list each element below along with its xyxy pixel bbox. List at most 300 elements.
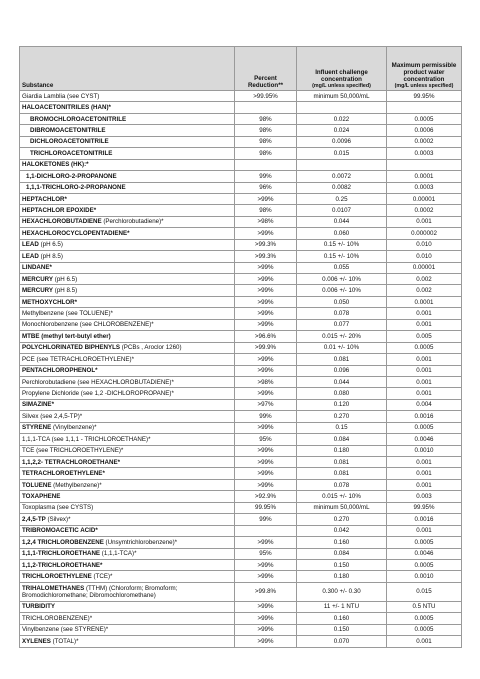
max-concentration-cell: 0.0010 bbox=[387, 445, 462, 456]
substance-name-bold: METHOXYCHLOR* bbox=[22, 298, 78, 306]
percent-reduction-cell: >99% bbox=[235, 613, 297, 624]
max-concentration-cell: 0.0006 bbox=[387, 125, 462, 136]
influent-concentration-cell: 0.096 bbox=[297, 365, 387, 376]
substance-name-detail: (1,1,1-TCA)* bbox=[100, 550, 137, 558]
substance-cell bbox=[20, 411, 235, 422]
substance-cell bbox=[20, 182, 235, 193]
substance-name-bold: 1,2,4 TRICHLOROBENZENE bbox=[22, 538, 104, 546]
substance-name-bold: MTBE (methyl tert-butyl ether) bbox=[22, 332, 111, 340]
influent-concentration-cell bbox=[297, 102, 387, 113]
table-row bbox=[20, 422, 462, 433]
substance-name-bold: HALOKETONES (HK):* bbox=[22, 161, 89, 169]
percent-reduction-cell: 99% bbox=[235, 514, 297, 525]
substance-cell bbox=[20, 274, 235, 285]
table-row bbox=[20, 193, 462, 204]
percent-reduction-cell bbox=[235, 102, 297, 113]
substance-name-detail: (Unsymtrichlorobenzene)* bbox=[103, 538, 178, 546]
percent-reduction-cell: >99% bbox=[235, 274, 297, 285]
table-row bbox=[20, 411, 462, 422]
percent-reduction-cell: >99% bbox=[235, 559, 297, 570]
influent-concentration-cell: 0.055 bbox=[297, 262, 387, 273]
influent-concentration-cell: 0.006 +/- 10% bbox=[297, 274, 387, 285]
percent-reduction-cell bbox=[235, 159, 297, 170]
influent-concentration-cell: 0.006 +/- 10% bbox=[297, 285, 387, 296]
substance-name-detail: Propylene Dichloride (see 1,2 -DICHLOROPROPANE)* bbox=[22, 390, 174, 398]
table-row bbox=[20, 308, 462, 319]
substance-cell bbox=[20, 582, 235, 601]
max-concentration-cell: 0.0003 bbox=[387, 148, 462, 159]
percent-reduction-cell: >99% bbox=[235, 262, 297, 273]
substance-name-bold: LEAD bbox=[22, 241, 39, 249]
substance-name-detail: Perchlorobutadiene (see HEXACHLOROBUTADIENE)* bbox=[22, 378, 174, 386]
max-concentration-cell: 0.0001 bbox=[387, 171, 462, 182]
max-concentration-cell: 0.001 bbox=[387, 525, 462, 536]
influent-concentration-cell: 0.015 +/- 10% bbox=[297, 491, 387, 502]
substance-cell bbox=[20, 354, 235, 365]
substance-cell bbox=[20, 136, 235, 147]
percent-reduction-cell: 95% bbox=[235, 548, 297, 559]
influent-concentration-cell: 0.180 bbox=[297, 445, 387, 456]
substance-cell bbox=[20, 502, 235, 513]
percent-reduction-cell: >99% bbox=[235, 422, 297, 433]
substance-cell bbox=[20, 159, 235, 170]
percent-reduction-cell: >92.9% bbox=[235, 491, 297, 502]
table-row bbox=[20, 491, 462, 502]
substance-name-detail: Silvex (see 2,4,5-TP)* bbox=[22, 412, 83, 420]
substance-cell bbox=[20, 102, 235, 113]
percent-reduction-cell: >99% bbox=[235, 285, 297, 296]
substance-name-detail: (Perchlorobutadiene)* bbox=[101, 218, 164, 226]
percent-reduction-cell: >99.3% bbox=[235, 251, 297, 262]
table-row bbox=[20, 159, 462, 170]
table-row bbox=[20, 342, 462, 353]
max-concentration-cell: 0.010 bbox=[387, 251, 462, 262]
influent-concentration-cell: 0.270 bbox=[297, 514, 387, 525]
substance-name-detail: (pH 8.5) bbox=[38, 252, 63, 260]
substance-name-detail: (Silvex)* bbox=[45, 515, 71, 523]
substance-name-bold: HEXACHLOROCYCLOPENTADIENE* bbox=[22, 229, 130, 237]
substance-cell bbox=[20, 434, 235, 445]
table-row bbox=[20, 399, 462, 410]
max-concentration-cell: 0.0005 bbox=[387, 537, 462, 548]
influent-concentration-cell: 0.180 bbox=[297, 571, 387, 582]
table-row bbox=[20, 102, 462, 113]
substance-name-bold: 1,1-DICHLORO-2-PROPANONE bbox=[26, 172, 117, 180]
percent-reduction-cell: >99% bbox=[235, 445, 297, 456]
table-row bbox=[20, 239, 462, 250]
percent-reduction-cell: 95% bbox=[235, 434, 297, 445]
influent-concentration-cell: minimum 50,000/mL bbox=[297, 91, 387, 102]
substance-cell bbox=[20, 331, 235, 342]
table-row bbox=[20, 319, 462, 330]
contaminant-reduction-document bbox=[19, 46, 461, 648]
substance-name-detail: Methylbenzene (see TOLUENE)* bbox=[22, 309, 113, 317]
substance-cell bbox=[20, 319, 235, 330]
influent-concentration-cell: minimum 50,000/mL bbox=[297, 502, 387, 513]
substance-cell bbox=[20, 171, 235, 182]
max-concentration-cell: 0.001 bbox=[387, 468, 462, 479]
substance-cell bbox=[20, 571, 235, 582]
table-row bbox=[20, 388, 462, 399]
max-concentration-cell: 0.00001 bbox=[387, 193, 462, 204]
table-row bbox=[20, 502, 462, 513]
table-row bbox=[20, 525, 462, 536]
percent-reduction-cell: >99% bbox=[235, 636, 297, 647]
substance-cell bbox=[20, 388, 235, 399]
substance-cell bbox=[20, 365, 235, 376]
table-row bbox=[20, 216, 462, 227]
substance-cell bbox=[20, 559, 235, 570]
percent-reduction-cell: 98% bbox=[235, 136, 297, 147]
substance-name-detail: Giardia Lamblia (see CYST) bbox=[22, 92, 100, 100]
max-concentration-cell: 0.0005 bbox=[387, 342, 462, 353]
substance-name-bold: TURBIDITY bbox=[22, 603, 55, 611]
percent-reduction-cell: >99.95% bbox=[235, 91, 297, 102]
table-row bbox=[20, 479, 462, 490]
substance-name-detail: TRICHLOROBENZENE)* bbox=[22, 614, 93, 622]
percent-reduction-cell: 99.95% bbox=[235, 502, 297, 513]
table-row bbox=[20, 434, 462, 445]
max-concentration-cell: 0.001 bbox=[387, 365, 462, 376]
table-row bbox=[20, 537, 462, 548]
substance-cell bbox=[20, 636, 235, 647]
substance-name-detail: Monochlorobenzene (see CHLOROBENZENE)* bbox=[22, 321, 154, 329]
max-concentration-cell: 0.004 bbox=[387, 399, 462, 410]
percent-reduction-cell: >99% bbox=[235, 296, 297, 307]
percent-reduction-cell: >96.6% bbox=[235, 331, 297, 342]
influent-concentration-cell: 0.0107 bbox=[297, 205, 387, 216]
max-concentration-cell: 0.002 bbox=[387, 285, 462, 296]
percent-reduction-cell: 98% bbox=[235, 113, 297, 124]
table-header bbox=[20, 47, 462, 91]
max-concentration-cell: 0.0046 bbox=[387, 548, 462, 559]
percent-reduction-cell: >98% bbox=[235, 216, 297, 227]
substance-name-bold: HEPTACHLOR* bbox=[22, 195, 67, 203]
substance-name-bold: HEPTACHLOR EPOXIDE* bbox=[22, 207, 97, 215]
influent-concentration-cell: 0.080 bbox=[297, 388, 387, 399]
influent-concentration-cell: 0.078 bbox=[297, 308, 387, 319]
table-row bbox=[20, 113, 462, 124]
percent-reduction-cell: 98% bbox=[235, 125, 297, 136]
max-concentration-cell: 0.001 bbox=[387, 457, 462, 468]
table-row bbox=[20, 559, 462, 570]
max-concentration-cell: 0.5 NTU bbox=[387, 601, 462, 612]
influent-concentration-cell: 0.160 bbox=[297, 537, 387, 548]
substance-cell bbox=[20, 537, 235, 548]
max-concentration-cell: 0.0010 bbox=[387, 571, 462, 582]
substance-name-bold: TRIHALOMETHANES bbox=[22, 584, 85, 592]
table-row bbox=[20, 468, 462, 479]
influent-concentration-cell: 0.270 bbox=[297, 411, 387, 422]
substance-name-detail: Vinylbenzene (see STYRENE)* bbox=[22, 626, 109, 634]
max-concentration-cell: 0.0001 bbox=[387, 296, 462, 307]
max-concentration-cell: 0.001 bbox=[387, 388, 462, 399]
influent-concentration-cell: 0.15 bbox=[297, 422, 387, 433]
table-row bbox=[20, 171, 462, 182]
influent-concentration-cell: 0.050 bbox=[297, 296, 387, 307]
percent-reduction-cell: >97% bbox=[235, 399, 297, 410]
max-concentration-cell: 0.0005 bbox=[387, 113, 462, 124]
influent-concentration-cell: 0.022 bbox=[297, 113, 387, 124]
substance-name-bold: TOLUENE bbox=[22, 481, 52, 489]
percent-reduction-cell bbox=[235, 525, 297, 536]
table-row bbox=[20, 262, 462, 273]
substance-name-bold: 2,4,5-TP bbox=[22, 515, 46, 523]
percent-reduction-cell: >99% bbox=[235, 601, 297, 612]
percent-reduction-cell: >99% bbox=[235, 624, 297, 635]
max-concentration-cell bbox=[387, 159, 462, 170]
substance-name-bold: DIBROMOACETONITRILE bbox=[30, 126, 106, 134]
substance-name-bold: HEXACHLOROBUTADIENE bbox=[22, 218, 102, 226]
max-concentration-cell: 0.0003 bbox=[387, 182, 462, 193]
substance-cell bbox=[20, 262, 235, 273]
substance-name-detail: (Vinylbenzene)* bbox=[51, 424, 97, 432]
table-row bbox=[20, 91, 462, 102]
substance-name-bold: LINDANE* bbox=[22, 264, 52, 272]
percent-reduction-cell: >99% bbox=[235, 479, 297, 490]
influent-concentration-cell: 0.150 bbox=[297, 624, 387, 635]
percent-reduction-cell: >99% bbox=[235, 571, 297, 582]
substance-name-bold: 1,1,2-TRICHLOROETHANE* bbox=[22, 561, 103, 569]
max-concentration-cell: 0.001 bbox=[387, 479, 462, 490]
influent-concentration-cell: 0.25 bbox=[297, 193, 387, 204]
influent-concentration-cell: 0.0082 bbox=[297, 182, 387, 193]
percent-reduction-cell: >99% bbox=[235, 537, 297, 548]
max-concentration-cell: 0.001 bbox=[387, 354, 462, 365]
substance-cell bbox=[20, 457, 235, 468]
substance-cell bbox=[20, 91, 235, 102]
substance-name-bold: STYRENE bbox=[22, 424, 52, 432]
substance-cell bbox=[20, 239, 235, 250]
influent-concentration-cell: 0.081 bbox=[297, 468, 387, 479]
substance-cell bbox=[20, 342, 235, 353]
max-concentration-cell: 0.0016 bbox=[387, 514, 462, 525]
max-concentration-cell: 0.0002 bbox=[387, 205, 462, 216]
substance-cell bbox=[20, 216, 235, 227]
substance-name-bold: POLYCHLORINATED BIPHENYLS bbox=[22, 344, 120, 352]
substance-cell bbox=[20, 624, 235, 635]
influent-concentration-cell: 0.044 bbox=[297, 216, 387, 227]
max-concentration-cell: 0.005 bbox=[387, 331, 462, 342]
substance-cell bbox=[20, 422, 235, 433]
substance-name-bold: MERCURY bbox=[22, 275, 54, 283]
substance-name-bold: TETRACHLOROETHYLENE* bbox=[22, 470, 105, 478]
substance-name-bold: MERCURY bbox=[22, 287, 54, 295]
influent-concentration-cell: 0.0096 bbox=[297, 136, 387, 147]
substance-cell bbox=[20, 613, 235, 624]
influent-concentration-cell: 0.150 bbox=[297, 559, 387, 570]
substance-cell bbox=[20, 468, 235, 479]
max-concentration-cell: 0.010 bbox=[387, 239, 462, 250]
substance-cell bbox=[20, 285, 235, 296]
influent-concentration-cell: 0.044 bbox=[297, 376, 387, 387]
substance-cell bbox=[20, 148, 235, 159]
substance-cell bbox=[20, 376, 235, 387]
substance-cell bbox=[20, 601, 235, 612]
max-concentration-cell: 0.0002 bbox=[387, 136, 462, 147]
percent-reduction-cell: >99% bbox=[235, 468, 297, 479]
table-row bbox=[20, 601, 462, 612]
max-concentration-cell: 0.0005 bbox=[387, 422, 462, 433]
table-row bbox=[20, 354, 462, 365]
substance-cell bbox=[20, 113, 235, 124]
substance-name-detail: TCE (see TRICHLOROETHYLENE)* bbox=[22, 447, 124, 455]
substance-name-bold: SIMAZINE* bbox=[22, 401, 54, 409]
table-row bbox=[20, 514, 462, 525]
max-concentration-cell: 0.003 bbox=[387, 491, 462, 502]
table-row bbox=[20, 636, 462, 647]
table-row bbox=[20, 285, 462, 296]
max-concentration-cell: 0.0016 bbox=[387, 411, 462, 422]
percent-reduction-column-header: Percent Reduction** bbox=[235, 47, 297, 91]
percent-reduction-cell: 99% bbox=[235, 411, 297, 422]
percent-reduction-cell: >99% bbox=[235, 193, 297, 204]
percent-reduction-cell: >99.9% bbox=[235, 342, 297, 353]
influent-concentration-cell: 0.024 bbox=[297, 125, 387, 136]
substance-cell bbox=[20, 308, 235, 319]
substance-name-detail: (Methylbenzene)* bbox=[51, 481, 102, 489]
max-concentration-cell: 0.0005 bbox=[387, 613, 462, 624]
max-concentration-cell: 0.0005 bbox=[387, 624, 462, 635]
substance-name-bold: 1,1,1-TRICHLOROETHANE bbox=[22, 550, 101, 558]
influent-concentration-cell: 0.300 +/- 0.30 bbox=[297, 582, 387, 601]
table-row bbox=[20, 136, 462, 147]
max-concentration-cell: 0.0005 bbox=[387, 559, 462, 570]
substance-cell bbox=[20, 228, 235, 239]
table-row bbox=[20, 125, 462, 136]
max-permissible-concentration-column-header: Maximum permissible product water concentration (mg/L unless specified) bbox=[387, 47, 462, 91]
influent-concentration-cell: 0.078 bbox=[297, 479, 387, 490]
influent-concentration-cell bbox=[297, 159, 387, 170]
max-concentration-cell: 0.001 bbox=[387, 636, 462, 647]
influent-concentration-cell: 0.015 +/- 20% bbox=[297, 331, 387, 342]
influent-concentration-cell: 0.077 bbox=[297, 319, 387, 330]
substance-name-bold: XYLENES bbox=[22, 637, 51, 645]
substance-name-detail: (pH 8.5) bbox=[53, 287, 78, 295]
table-row bbox=[20, 228, 462, 239]
influent-concentration-cell: 0.084 bbox=[297, 548, 387, 559]
substance-name-detail: Toxoplasma (see CYSTS) bbox=[22, 504, 94, 512]
table-row bbox=[20, 182, 462, 193]
table-row bbox=[20, 376, 462, 387]
influent-concentration-cell: 0.070 bbox=[297, 636, 387, 647]
percent-reduction-cell: >99% bbox=[235, 457, 297, 468]
substance-name-detail: (pH 6.5) bbox=[38, 241, 63, 249]
influent-concentration-cell: 0.081 bbox=[297, 354, 387, 365]
substance-name-bold: LEAD bbox=[22, 252, 39, 260]
influent-concentration-cell: 0.042 bbox=[297, 525, 387, 536]
max-concentration-cell: 0.001 bbox=[387, 319, 462, 330]
table-row bbox=[20, 548, 462, 559]
influent-concentration-cell: 0.15 +/- 10% bbox=[297, 251, 387, 262]
percent-reduction-cell: >99% bbox=[235, 319, 297, 330]
percent-reduction-cell: >99% bbox=[235, 308, 297, 319]
max-concentration-cell: 0.001 bbox=[387, 216, 462, 227]
table-row bbox=[20, 296, 462, 307]
influent-concentration-cell: 0.060 bbox=[297, 228, 387, 239]
max-concentration-cell: 0.002 bbox=[387, 274, 462, 285]
substance-name-detail: (TCE)* bbox=[91, 573, 113, 581]
table-row bbox=[20, 457, 462, 468]
substance-name-detail: (PCBs , Aroclor 1260) bbox=[119, 344, 182, 352]
substance-name-bold: TRIBROMOACETIC ACID* bbox=[22, 527, 98, 535]
percent-reduction-cell: 96% bbox=[235, 182, 297, 193]
substance-name-detail: (TTHM) (Chloroform; Bromoform; Bromodichloromethane; Dibromochloromethane) bbox=[22, 584, 178, 599]
max-concentration-cell: 0.001 bbox=[387, 376, 462, 387]
substance-cell bbox=[20, 125, 235, 136]
contaminant-reduction-table bbox=[19, 46, 462, 648]
table-row bbox=[20, 624, 462, 635]
percent-reduction-cell: >99.3% bbox=[235, 239, 297, 250]
substance-name-detail: (TOTAL)* bbox=[50, 637, 79, 645]
table-row bbox=[20, 274, 462, 285]
max-concentration-cell: 0.00001 bbox=[387, 262, 462, 273]
table-row bbox=[20, 205, 462, 216]
max-concentration-cell bbox=[387, 102, 462, 113]
substance-cell bbox=[20, 445, 235, 456]
substance-cell bbox=[20, 525, 235, 536]
influent-concentration-cell: 0.015 bbox=[297, 148, 387, 159]
table-row bbox=[20, 445, 462, 456]
substance-name-detail: 1,1,1-TCA (see 1,1,1 - TRICHLOROETHANE)* bbox=[22, 435, 151, 443]
substance-column-header: Substance bbox=[20, 47, 235, 91]
influent-concentration-cell: 0.160 bbox=[297, 613, 387, 624]
percent-reduction-cell: 99% bbox=[235, 171, 297, 182]
substance-cell bbox=[20, 296, 235, 307]
substance-cell bbox=[20, 251, 235, 262]
table-row bbox=[20, 571, 462, 582]
percent-reduction-cell: 98% bbox=[235, 148, 297, 159]
table-row bbox=[20, 251, 462, 262]
percent-reduction-cell: >99% bbox=[235, 354, 297, 365]
substance-name-bold: TRICHLOROETHYLENE bbox=[22, 573, 92, 581]
max-concentration-cell: 99.95% bbox=[387, 91, 462, 102]
substance-cell bbox=[20, 514, 235, 525]
max-concentration-cell: 0.0046 bbox=[387, 434, 462, 445]
influent-concentration-cell: 0.084 bbox=[297, 434, 387, 445]
influent-concentration-column-header: Influent challenge concentration (mg/L unless specified) bbox=[297, 47, 387, 91]
substance-name-bold: TRICHLOROACETONITRILE bbox=[30, 149, 113, 157]
percent-reduction-cell: >99% bbox=[235, 228, 297, 239]
max-concentration-cell: 0.000002 bbox=[387, 228, 462, 239]
substance-name-bold: BROMOCHLOROACETONITRILE bbox=[30, 115, 127, 123]
substance-cell bbox=[20, 205, 235, 216]
substance-cell bbox=[20, 548, 235, 559]
percent-reduction-cell: >99.8% bbox=[235, 582, 297, 601]
substance-name-bold: TOXAPHENE bbox=[22, 492, 61, 500]
influent-concentration-cell: 0.15 +/- 10% bbox=[297, 239, 387, 250]
percent-reduction-cell: >98% bbox=[235, 376, 297, 387]
substance-name-bold: PENTACHLOROPHENOL* bbox=[22, 367, 98, 375]
substance-name-bold: DICHLOROACETONITRILE bbox=[30, 138, 109, 146]
substance-cell bbox=[20, 399, 235, 410]
table-row bbox=[20, 582, 462, 601]
substance-name-bold: 1,1,1-TRICHLORO-2-PROPANONE bbox=[26, 184, 126, 192]
substance-cell bbox=[20, 193, 235, 204]
substance-name-bold: HALOACETONITRILES (HAN)* bbox=[22, 104, 111, 112]
table-row bbox=[20, 613, 462, 624]
substance-name-bold: 1,1,2,2- TETRACHLOROETHANE* bbox=[22, 458, 120, 466]
percent-reduction-cell: 98% bbox=[235, 205, 297, 216]
influent-concentration-cell: 0.120 bbox=[297, 399, 387, 410]
influent-concentration-cell: 11 +/- 1 NTU bbox=[297, 601, 387, 612]
substance-cell bbox=[20, 479, 235, 490]
substance-name-detail: PCE (see TETRACHLOROETHYLENE)* bbox=[22, 355, 134, 363]
table-row bbox=[20, 365, 462, 376]
percent-reduction-cell: >99% bbox=[235, 365, 297, 376]
influent-concentration-cell: 0.0072 bbox=[297, 171, 387, 182]
max-concentration-cell: 0.015 bbox=[387, 582, 462, 601]
